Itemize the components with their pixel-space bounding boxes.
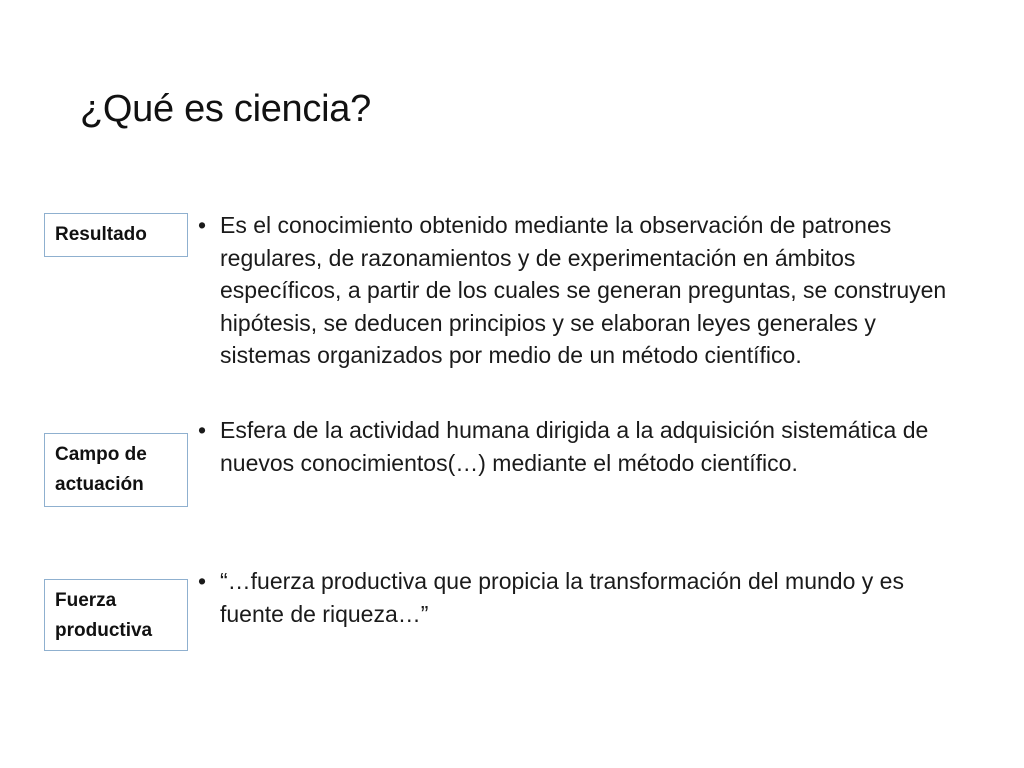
label-resultado	[44, 213, 188, 257]
bullet-text: Es el conocimiento obtenido mediante la observación de patrones regulares, de razonamientos y de experimentación en ámbitos específicos, a partir de los cuales se generan preguntas, se construyen hipótesis, se deducen principios y se elaboran leyes generales y sistemas organizados por medio de un método científico.	[220, 212, 947, 368]
label-fuerza-productiva	[44, 579, 188, 651]
bullet-marker: •	[198, 212, 207, 238]
bullet-marker: •	[198, 417, 207, 443]
bullet-definition-campo	[198, 414, 958, 479]
bullet-text: Esfera de la actividad humana dirigida a la adquisición sistemática de nuevos conocimientos(…) mediante el método científico.	[220, 417, 929, 476]
bullet-marker: •	[198, 568, 207, 594]
label-campo-line-1: Campo de	[55, 444, 147, 465]
label-campo-line-2: actuación	[55, 474, 144, 495]
label-fuerza-line-2: productiva	[55, 620, 153, 641]
label-campo-de-actuacion	[44, 433, 188, 507]
bullet-text: “…fuerza productiva que propicia la transformación del mundo y es fuente de riqueza…”	[220, 568, 904, 627]
label-fuerza-line-1: Fuerza	[55, 590, 117, 611]
bullet-definition-fuerza	[198, 565, 958, 630]
label-resultado-text: Resultado	[55, 224, 147, 245]
slide-title: ¿Qué es ciencia?	[80, 88, 371, 130]
bullet-definition-resultado	[198, 209, 958, 372]
